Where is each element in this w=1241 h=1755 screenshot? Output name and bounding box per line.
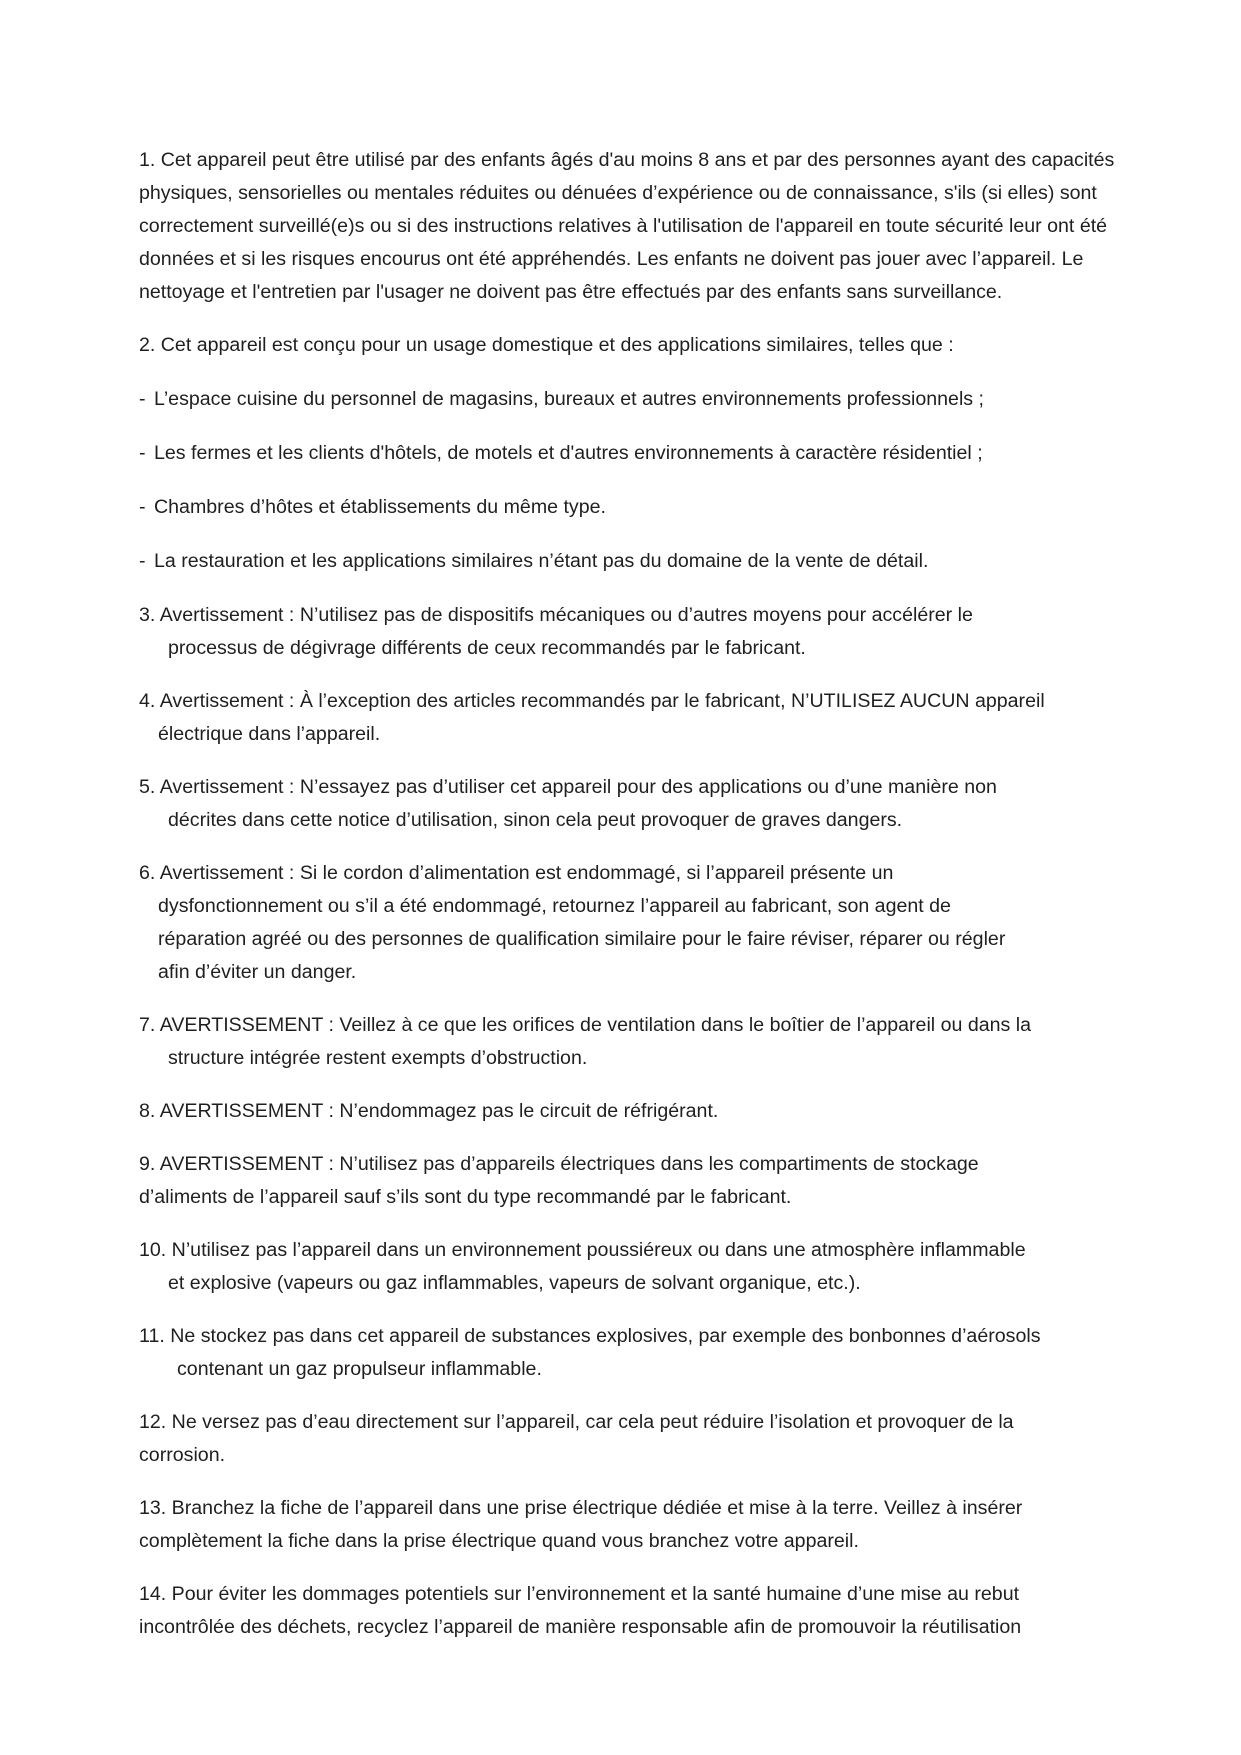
- instruction-7-line-1: 7. AVERTISSEMENT : Veillez à ce que les orifices de ventilation dans le boîtier de l’appareil ou dans la: [139, 1014, 1032, 1036]
- instruction-10-line-1: 10. N’utilisez pas l’appareil dans un environnement poussiéreux ou dans une atmosphère inflammable: [139, 1239, 1026, 1261]
- dash-bullet: -: [139, 496, 146, 518]
- instruction-9: [139, 1148, 1119, 1214]
- list-item: [139, 437, 1119, 470]
- instruction-12-line-2: corrosion.: [139, 1444, 226, 1466]
- instruction-9-line-2: d’aliments de l’appareil sauf s’ils sont du type recommandé par le fabricant.: [139, 1186, 792, 1208]
- list-item-text: Chambres d’hôtes et établissements du même type.: [154, 496, 606, 518]
- instruction-5: [139, 771, 1119, 837]
- instruction-4-line-2: électrique dans l’appareil.: [158, 723, 381, 745]
- instruction-14-line-2: incontrôlée des déchets, recyclez l’appareil de manière responsable afin de promouvoir la réutilisation: [139, 1616, 1022, 1638]
- instruction-3-line-2: processus de dégivrage différents de ceux recommandés par le fabricant.: [168, 637, 806, 659]
- instruction-13-line-2: complètement la fiche dans la prise électrique quand vous branchez votre appareil.: [139, 1530, 859, 1552]
- instruction-2: 2. Cet appareil est conçu pour un usage domestique et des applications similaires, telles que :: [139, 334, 954, 356]
- instruction-12-line-1: 12. Ne versez pas d’eau directement sur l’appareil, car cela peut réduire l’isolation et provoquer de la: [139, 1411, 1014, 1433]
- instruction-10-line-2: et explosive (vapeurs ou gaz inflammables, vapeurs de solvant organique, etc.).: [168, 1272, 861, 1294]
- instruction-7: [139, 1009, 1119, 1075]
- instruction-11-line-1: 11. Ne stockez pas dans cet appareil de substances explosives, par exemple des bonbonnes d’aérosols: [139, 1325, 1041, 1347]
- instruction-12: [139, 1406, 1119, 1472]
- list-item-text: L’espace cuisine du personnel de magasins, bureaux et autres environnements professionnels ;: [154, 388, 984, 410]
- instruction-10: [139, 1234, 1119, 1300]
- instruction-6-line-2: dysfonctionnement ou s’il a été endommagé, retournez l’appareil au fabricant, son agent de: [158, 895, 951, 917]
- instruction-14-line-1: 14. Pour éviter les dommages potentiels sur l’environnement et la santé humaine d’une mise au rebut: [139, 1583, 1020, 1605]
- instruction-13: [139, 1492, 1119, 1558]
- instruction-5-line-2: décrites dans cette notice d’utilisation, sinon cela peut provoquer de graves dangers.: [168, 809, 903, 831]
- dash-bullet: -: [139, 550, 146, 572]
- instruction-11-line-2: contenant un gaz propulseur inflammable.: [177, 1358, 542, 1380]
- instruction-7-line-2: structure intégrée restent exempts d’obstruction.: [168, 1047, 588, 1069]
- safety-instructions: [139, 144, 1119, 1664]
- instruction-14: [139, 1578, 1119, 1644]
- instruction-13-line-1: 13. Branchez la fiche de l’appareil dans une prise électrique dédiée et mise à la terre. Veillez à insérer: [139, 1497, 1023, 1519]
- instruction-4-line-1: 4. Avertissement : À l’exception des articles recommandés par le fabricant, N’UTILISEZ AUCUN appareil: [139, 690, 1045, 712]
- list-item: [139, 383, 1119, 416]
- list-item: [139, 491, 1119, 524]
- instruction-8: 8. AVERTISSEMENT : N’endommagez pas le circuit de réfrigérant.: [139, 1100, 719, 1122]
- instruction-6-line-3: réparation agréé ou des personnes de qualification similaire pour le faire réviser, réparer ou régler: [158, 928, 1006, 950]
- instruction-6: [139, 857, 1119, 989]
- dash-bullet: -: [139, 388, 146, 410]
- instruction-9-line-1: 9. AVERTISSEMENT : N’utilisez pas d’appareils électriques dans les compartiments de stockage: [139, 1153, 979, 1175]
- instruction-6-line-4: afin d’éviter un danger.: [158, 961, 357, 983]
- list-item-text: La restauration et les applications similaires n’étant pas du domaine de la vente de détail.: [154, 550, 929, 572]
- list-item-text: Les fermes et les clients d'hôtels, de motels et d'autres environnements à caractère résidentiel ;: [154, 442, 983, 464]
- instruction-1: 1. Cet appareil peut être utilisé par des enfants âgés d'au moins 8 ans et par des personnes ayant des capacités physiques, sensorielles ou mentales réduites ou dénuées d’expérience ou de connaissance, s'ils (si elles) sont correctement surveillé(e)s ou si des instructions relatives à l'utilisation de l'appareil en toute sécurité leur ont été données et si les risques encourus ont été appréhendés. Les enfants ne doivent pas jouer avec l’appareil. Le nettoyage et l'entretien par l'usager ne doivent pas être effectués par des enfants sans surveillance.: [139, 149, 1115, 303]
- list-item: [139, 545, 1119, 578]
- dash-bullet: -: [139, 442, 146, 464]
- instruction-4: [139, 685, 1119, 751]
- instruction-5-line-1: 5. Avertissement : N’essayez pas d’utiliser cet appareil pour des applications ou d’une manière non: [139, 776, 997, 798]
- instruction-3: [139, 599, 1119, 665]
- instruction-3-line-1: 3. Avertissement : N’utilisez pas de dispositifs mécaniques ou d’autres moyens pour accélérer le: [139, 604, 973, 626]
- instruction-11: [139, 1320, 1119, 1386]
- instruction-6-line-1: 6. Avertissement : Si le cordon d’alimentation est endommagé, si l’appareil présente un: [139, 862, 894, 884]
